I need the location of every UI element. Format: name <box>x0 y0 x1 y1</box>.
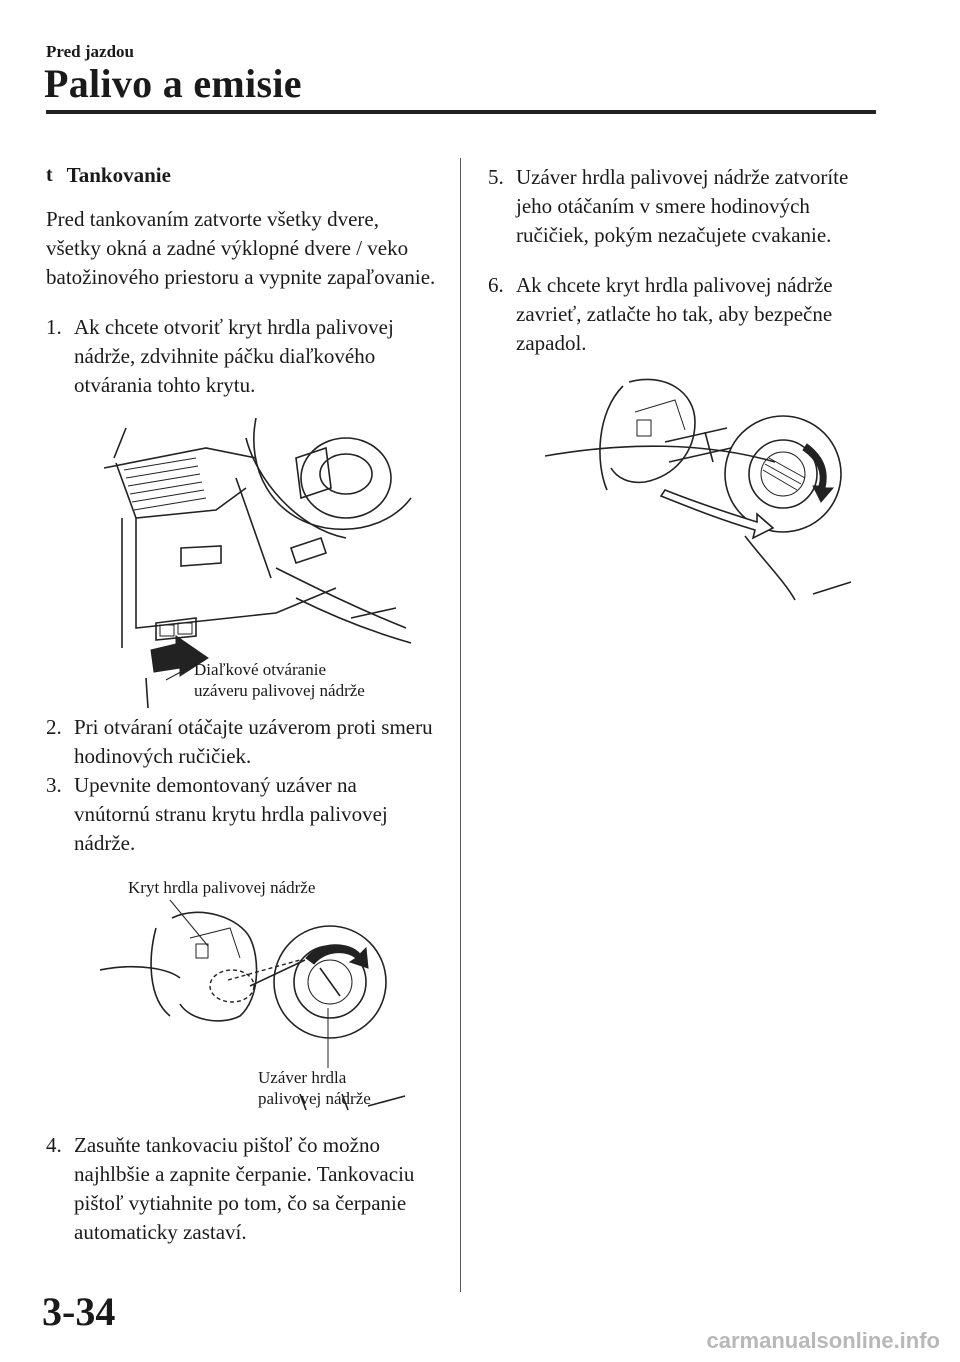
cap-caption-line-1: Uzáver hrdla <box>258 1068 347 1087</box>
lever-caption-line-2: uzáveru palivovej nádrže <box>194 681 365 700</box>
page-number: 3-34 <box>42 1289 116 1334</box>
cap-caption-line-2: palivovej nádrže <box>258 1089 371 1108</box>
page-title: Palivo a emisie <box>44 61 302 106</box>
bullet-icon: t <box>46 164 53 186</box>
lever-caption-line-1: Diaľkové otváranie <box>194 660 326 679</box>
step-text: Pri otváraní otáčajte uzáverom proti smeru hodinových ručičiek. <box>74 715 433 768</box>
title-rule <box>46 110 876 114</box>
step-text: Zasuňte tankovaciu pištoľ čo možno najhlbšie a zapnite čerpanie. Tankovaciu pištoľ vytiahnite po tom, čo sa čerpanie automaticky zastaví. <box>74 1133 415 1244</box>
step-5 <box>488 163 888 250</box>
fuel-lid-illustration <box>100 898 410 1120</box>
watermark: carmanualsonline.info <box>706 1328 940 1353</box>
section-heading <box>46 163 436 188</box>
section-label: Pred jazdou <box>46 42 134 61</box>
step-4 <box>46 1131 436 1247</box>
step-number: 1. <box>46 315 62 339</box>
step-number: 4. <box>46 1133 62 1157</box>
close-lid-illustration <box>545 372 855 604</box>
step-3 <box>46 771 436 858</box>
step-1 <box>46 313 436 400</box>
step-text: Upevnite demontovaný uzáver na vnútornú stranu krytu hrdla palivovej nádrže. <box>74 773 388 855</box>
step-2 <box>46 713 436 771</box>
step-number: 3. <box>46 773 62 797</box>
section-heading-text: Tankovanie <box>66 163 171 187</box>
step-text: Ak chcete kryt hrdla palivovej nádrže zavrieť, zatlačte ho tak, aby bezpečne zapadol. <box>516 273 833 355</box>
step-number: 5. <box>488 165 504 189</box>
step-text: Ak chcete otvoriť kryt hrdla palivovej nádrže, zdvihnite páčku diaľkového otvárania tohto krytu. <box>74 315 394 397</box>
column-divider <box>460 158 461 1292</box>
step-6 <box>488 271 888 358</box>
lid-caption: Kryt hrdla palivovej nádrže <box>128 878 316 897</box>
intro-paragraph: Pred tankovaním zatvorte všetky dvere, všetky okná a zadné výklopné dvere / veko batožinového priestoru a vypnite zapaľovanie. <box>46 207 436 289</box>
step-number: 6. <box>488 273 504 297</box>
step-text: Uzáver hrdla palivovej nádrže zatvoríte jeho otáčaním v smere hodinových ručičiek, pokým nezačujete cvakanie. <box>516 165 849 247</box>
step-number: 2. <box>46 715 62 739</box>
